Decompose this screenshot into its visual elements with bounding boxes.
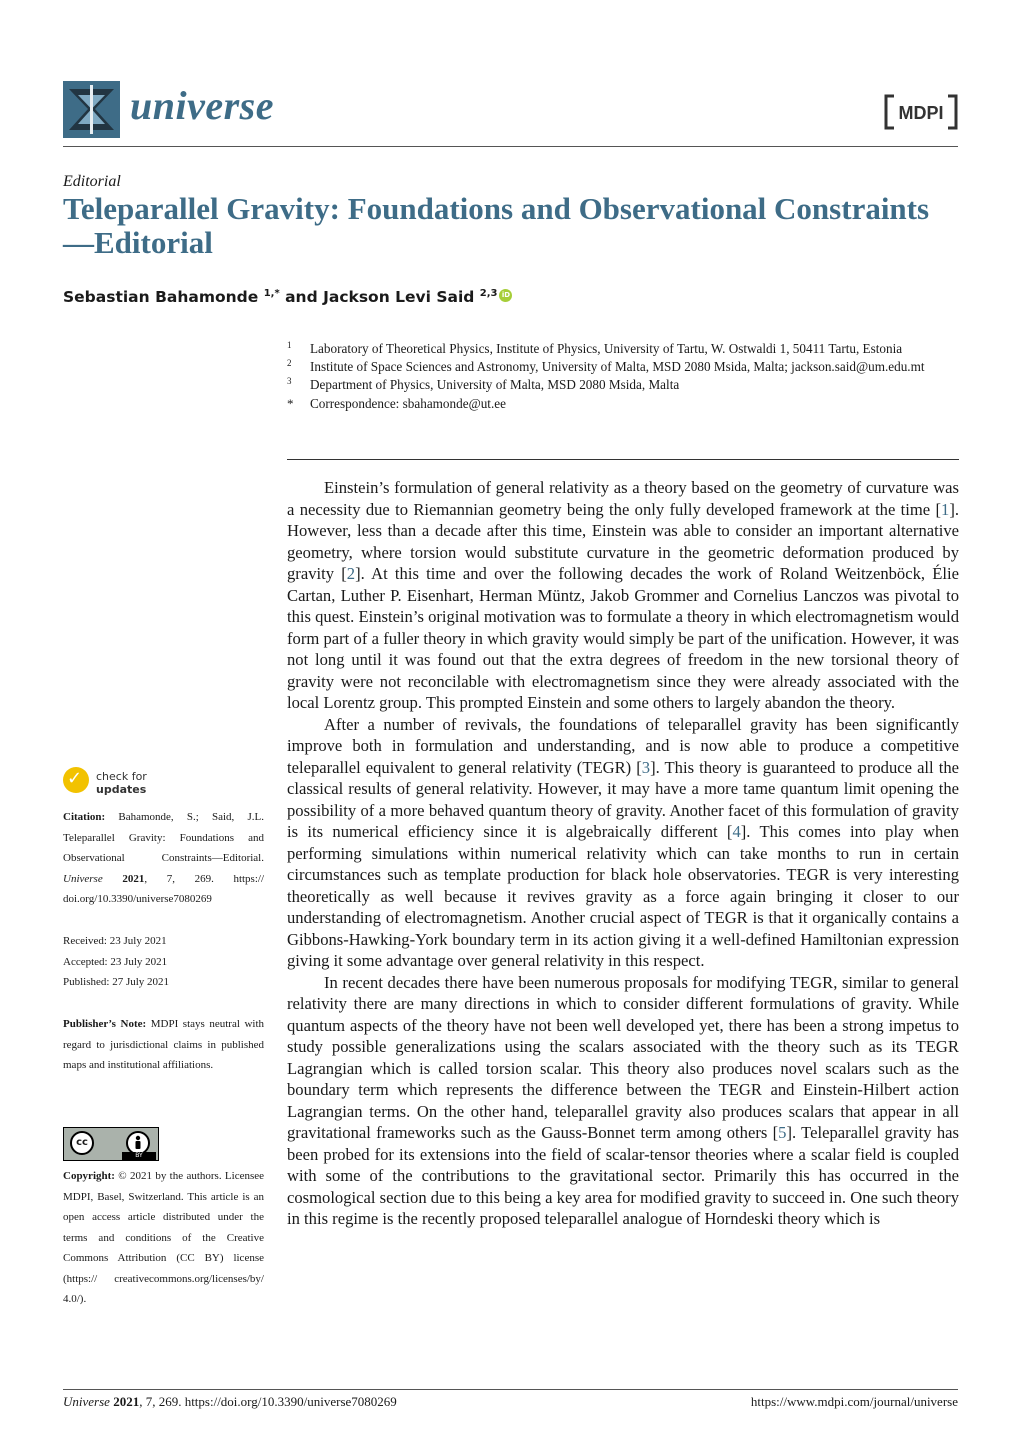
- affiliation-item: [287, 358, 959, 376]
- correspondence-marker: *: [287, 395, 294, 411]
- header-divider: [63, 146, 958, 147]
- citation-link[interactable]: 3: [641, 757, 651, 777]
- paragraph-text: Einstein’s formulation of general relativity as a theory based on the geometry of curvature was a necessity due to Riemannian geometry being the only fully developed framework at the time [: [287, 478, 959, 519]
- journal-name: universe: [130, 83, 274, 128]
- author-affiliation-marker: 1,*: [263, 288, 280, 299]
- mdpi-logo-text: MDPI: [898, 103, 944, 123]
- creative-commons-icon: cc: [70, 1131, 94, 1155]
- author-name[interactable]: Sebastian Bahamonde: [63, 288, 259, 307]
- publisher-note-label: Publisher’s Note:: [63, 1018, 147, 1030]
- affiliation-number: 3: [287, 376, 292, 387]
- footer-divider: [63, 1389, 958, 1390]
- citation-block: [63, 807, 264, 910]
- affiliation-text: Department of Physics, University of Malta, MSD 2080 Msida, Malta: [310, 377, 680, 393]
- affiliation-number: 2: [287, 358, 292, 369]
- checkmark-icon: ✓: [63, 767, 89, 793]
- check-updates-label: updates: [96, 783, 147, 796]
- affiliation-text: Laboratory of Theoretical Physics, Institute of Physics, University of Tartu, W. Ostwaldi 1, 50411 Tartu, Estonia: [310, 341, 903, 356]
- affiliation-item: [287, 376, 959, 394]
- paragraph: [287, 477, 959, 714]
- paragraph-text: In recent decades there have been numerous proposals for modifying TEGR, similar to general relativity there are many directions in which to consider different formulations of gravity. While quantum aspects of the theory have not been well developed yet, there has been a strong impetus to study possible generalizations using the scalars associated with the theory such as its TEGR Lagrangian which is called torsion scalar. This theory also produces novel scalars such as the boundary term which represents the difference between the TEGR and Einstein-Hilbert action Lagrangian terms. On the other hand, teleparallel gravity also produces scalars that appear in all gravitational frameworks such as the Gauss-Bonnet term among others [: [287, 972, 959, 1142]
- paragraph: [287, 714, 959, 972]
- author-affiliation-marker: 2,3: [479, 288, 498, 299]
- article-title: Teleparallel Gravity: Foundations and Observational Constraints—Editorial: [63, 191, 930, 260]
- citation-doi[interactable]: , 7, 269. https:// doi.org/10.3390/universe7080269: [63, 872, 265, 905]
- citation-link[interactable]: 1: [941, 499, 950, 519]
- check-for-updates-button[interactable]: [63, 767, 223, 803]
- cc-by-license-badge[interactable]: [63, 1127, 159, 1161]
- citation-text: Bahamonde, S.; Said, J.L. Teleparallel Gravity: Foundations and Observational Constraints—Editorial.: [63, 811, 264, 864]
- article-body: [287, 477, 959, 1230]
- affiliations: [287, 340, 959, 413]
- cc-by-label: BY: [122, 1152, 156, 1160]
- footer-doi-link[interactable]: , 7, 269. https://doi.org/10.3390/universe7080269: [139, 1394, 397, 1409]
- affiliation-item: [287, 340, 959, 358]
- article-type: Editorial: [63, 173, 121, 190]
- accepted-date: Accepted: 23 July 2021: [63, 955, 168, 968]
- paragraph-text: ]. At this time and over the following decades the work of Roland Weitzenböck, Élie Cartan, Luther P. Eisenhart, Herman Müntz, Jakob Grommer and Cornelius Lanczos was pivotal to this quest. Einstein’s original motivation was to formulate a theory in which electromagnetism would form part of a fuller theory in which gravity would simply be part of the unification. However, it was not long until it was found out that the extra degrees of freedom in the new torsional theory of gravity were not reconcilable with electromagnetism since they were already associated with the local Lorentz group. This prompted Einstein and some others to largely abandon the theory.: [287, 564, 959, 712]
- publisher-note-text: MDPI stays neutral with regard to jurisdictional claims in published maps and institutional affiliations.: [63, 1018, 264, 1071]
- footer-journal-url[interactable]: https://www.mdpi.com/journal/universe: [750, 1394, 958, 1409]
- paragraph: [287, 972, 959, 1230]
- footer-citation: [63, 1394, 397, 1410]
- author-list: [63, 288, 512, 306]
- journal-logo-icon: [63, 81, 120, 138]
- paragraph-text: ]. However, less than a decade after this time, Einstein was able to consider an important alternative geometry, where torsion would substitute curvature in the geometric deformation produced by gravity [: [287, 499, 959, 583]
- copyright-label: Copyright:: [63, 1170, 115, 1182]
- paragraph-text: ]. This comes into play when performing simulations within numerical relativity which can take months to run in certain circumstances such as template production for black hole observatories. TEGR is very interesting theoretically as well because it revives gravity as a force again bringing it closer to our understanding of electromagnetism. Another crucial aspect of TEGR is that it organically contains a Gibbons-Hawking-York boundary term in its action giving it a well-defined Hamiltonian expression giving it some advantage over general relativity in this respect.: [287, 822, 959, 970]
- mdpi-logo-icon: [884, 88, 958, 136]
- dates-block: [63, 931, 264, 993]
- citation-label: Citation:: [63, 811, 106, 823]
- paragraph-text: ]. Teleparallel gravity has been probed for its extensions into the field of scalar-tensor theories where a scalar field is coupled with some of the contributions to the gravitational sector. Primarily this has occurred in the cosmological section due to this being a key area for modified gravity to succeed in. One such theory in this regime is the recently proposed teleparallel analogue of Horndeski theory which is: [287, 1123, 959, 1228]
- author-connector: and: [285, 288, 318, 307]
- paragraph-text: After a number of revivals, the foundations of teleparallel gravity has been significantly improve both in formulation and understanding, and is now able to produce a competitive teleparallel equivalent to general relativity (TEGR) [: [287, 714, 959, 777]
- citation-journal: Universe: [63, 872, 103, 885]
- affiliation-text: Institute of Space Sciences and Astronomy, University of Malta, MSD 2080 Msida, Malta; jackson.said@um.edu.mt: [310, 359, 925, 375]
- received-date: Received: 23 July 2021: [63, 935, 167, 947]
- author-name[interactable]: Jackson Levi Said: [323, 288, 475, 307]
- published-date: Published: 27 July 2021: [63, 976, 170, 988]
- copyright-block: [63, 1166, 264, 1310]
- copyright-text: © 2021 by the authors. Licensee MDPI, Basel, Switzerland. This article is an open access article distributed under the terms and conditions of the Creative Commons Attribution (CC BY) license (https:// creativecommons.org/licenses/by/ 4.0/).: [63, 1170, 265, 1305]
- publisher-note: [63, 1014, 264, 1076]
- paragraph-text: ]. This theory is guaranteed to produce all the classical results of general relativity. However, it may have a more tame quantum limit opening the possibility of a more behaved quantum theory of gravity. Another facet of this formulation of gravity is its numerical efficiency since it is algebraically different [: [287, 757, 960, 841]
- correspondence-item: [287, 395, 959, 413]
- affiliation-number: 1: [287, 340, 292, 350]
- correspondence-text: Correspondence: sbahamonde@ut.ee: [310, 395, 506, 411]
- citation-link[interactable]: 5: [778, 1123, 787, 1142]
- citation-link[interactable]: 4: [732, 822, 741, 841]
- check-updates-label: check for: [96, 770, 147, 783]
- orcid-icon[interactable]: iD: [499, 289, 512, 302]
- affiliations-divider: [287, 459, 959, 460]
- footer-journal: Universe: [63, 1394, 110, 1409]
- citation-link[interactable]: 2: [346, 564, 356, 583]
- citation-year: 2021: [122, 872, 145, 885]
- footer-year: 2021: [113, 1394, 140, 1409]
